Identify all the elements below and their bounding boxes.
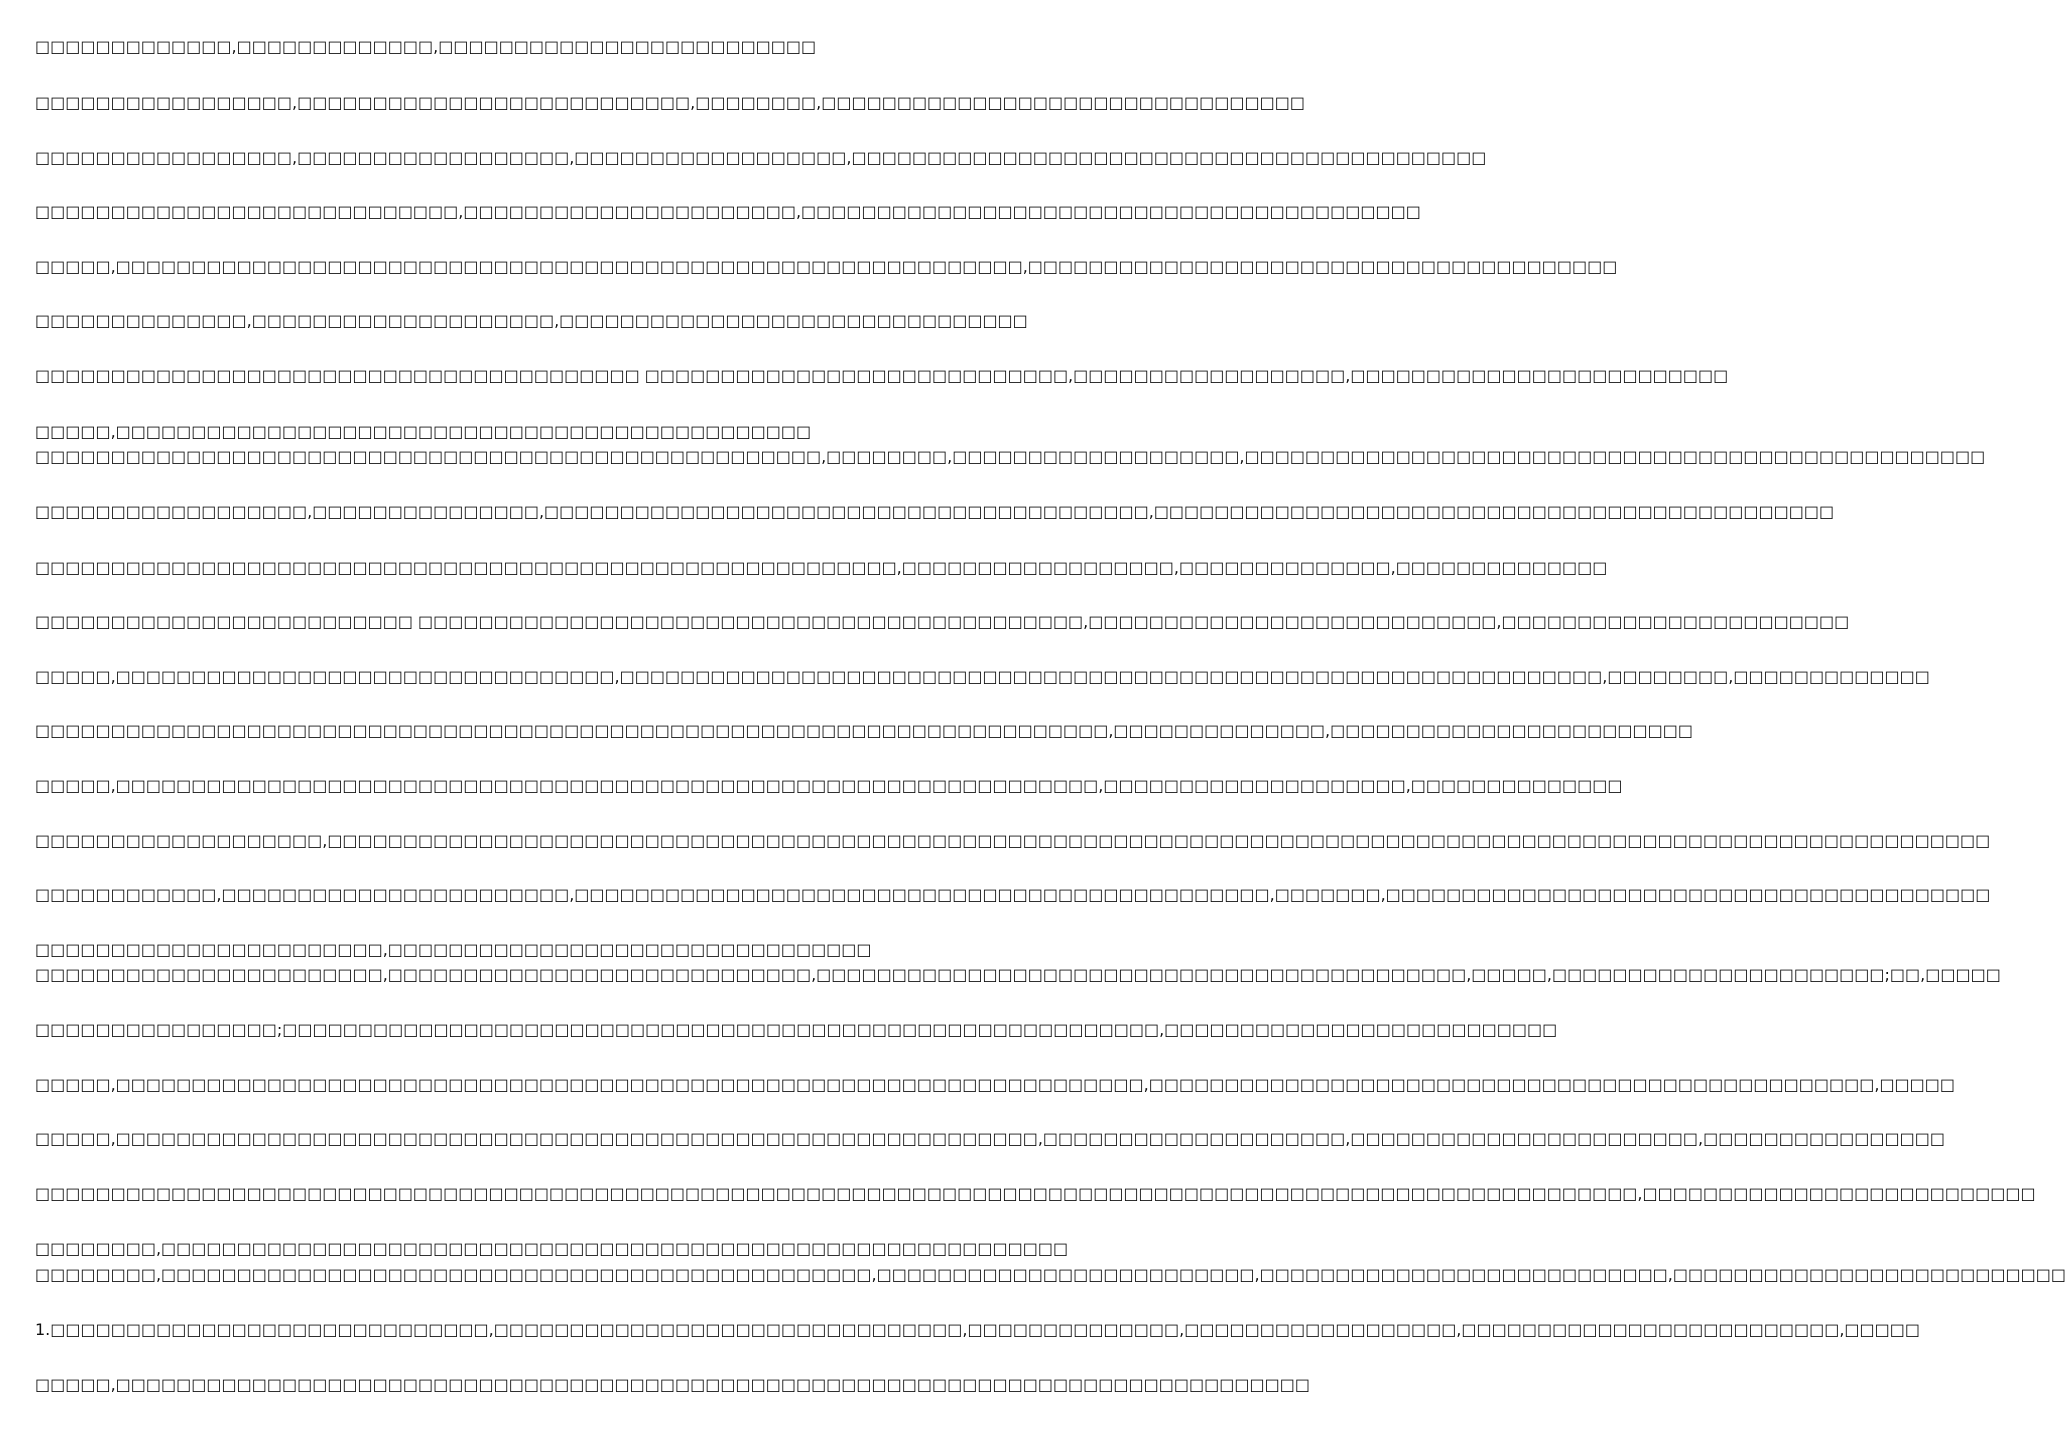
text-line: □□□□□□□□□□□□□□□□□□□□□□□,□□□□□□□□□□□□□□□□□□□□□□□□□□□□,□□□□□□□□□□□□□□□□□□□□□□□□□□□□□□□□□□□□□□□□□□□,□□□□□,□□□□□□□□□□□□□□□□□□□□□□;□□,□□□□□ — [35, 965, 2001, 984]
text-line: □□□□□,□□□□□□□□□□□□□□□□□□□□□□□□□□□□□□□□□,□□□□□□□□□□□□□□□□□□□□□□□□□□□□□□□□□□□□□□□□□□□□□□□□□□□□□□□□□□□□□□□□□,□□□□□□□□,□□□□□□□□□□□□□ — [35, 667, 1930, 686]
text-line: □□□□□□□□,□□□□□□□□□□□□□□□□□□□□□□□□□□□□□□□□□□□□□□□□□□□□□□□□□□□□□□□□□□□□ — [35, 1239, 1069, 1258]
text-line: □□□□□□□□□□□□□□□□□□□□□□□,□□□□□□□□□□□□□□□□□□□□□□□□□□□□□□□□ — [35, 940, 872, 959]
text-line: □□□□□,□□□□□□□□□□□□□□□□□□□□□□□□□□□□□□□□□□□□□□□□□□□□□□□□□□□□□□□□□□□□□□□□□□□□□□□□□□□□□□□ — [35, 1375, 1310, 1394]
text-line: □□□□□,□□□□□□□□□□□□□□□□□□□□□□□□□□□□□□□□□□□□□□□□□□□□□□□□□□□□□□□□□□□□,□□□□□□□□□□□□□□□□□□□□□□□□□□□□□□□□□□□□□□□ — [35, 257, 1618, 276]
document-page — [35, 0, 2066, 1449]
text-line: □□□□□,□□□□□□□□□□□□□□□□□□□□□□□□□□□□□□□□□□□□□□□□□□□□□□ — [35, 422, 812, 441]
text-line: □□□□□□□□□□□□□□□□□□□□□□□□□□□□□□□□□□□□□□□□□□□□□□□□□□□□□□□□□□□□□□□□□□□□□□□□□□□□□□□□□□□□□□□□□□□□□□□□□□□□□□□□□□,□□□□□□□□□□□□□□□□□□□□□□□□□□ — [35, 1184, 2036, 1203]
text-line: □□□□□□□□□□□□□□□□□□□□□□□□□□□□□□□□□□□□□□□□□□□□□□□□□□□□□□□□□□□□□□□□□□□□□□□,□□□□□□□□□□□□□□,□□□□□□□□□□□□□□□□□□□□□□□□ — [35, 721, 1693, 740]
text-line: □□□□□□□□□□□□□□□□□□□□□□□□□□□□□□□□□□□□□□□□□□□□□□□□□□□□□□□□□,□□□□□□□□□□□□□□□□□□,□□□□□□□□□□□□□□,□□□□□□□□□□□□□□ — [35, 558, 1608, 577]
text-line: □□□□□□□□□□□□□□□□□□,□□□□□□□□□□□□□□□,□□□□□□□□□□□□□□□□□□□□□□□□□□□□□□□□□□□□□□□□,□□□□□□□□□□□□□□□□□□□□□□□□□□□□□□□□□□□□□□□□□□□□□ — [35, 502, 1835, 521]
text-line: □□□□□□□□,□□□□□□□□□□□□□□□□□□□□□□□□□□□□□□□□□□□□□□□□□□□□□□□,□□□□□□□□□□□□□□□□□□□□□□□□□,□□□□□□□□□□□□□□□□□□□□□□□□□□□,□□□□□□□□□□□□□□□□□□□□□□□□□□ — [35, 1265, 2066, 1284]
text-line: □□□□□,□□□□□□□□□□□□□□□□□□□□□□□□□□□□□□□□□□□□□□□□□□□□□□□□□□□□□□□□□□□□□□□□□,□□□□□□□□□□□□□□□□□□□□,□□□□□□□□□□□□□□ — [35, 776, 1623, 795]
text-line: 1.□□□□□□□□□□□□□□□□□□□□□□□□□□□□□,□□□□□□□□□□□□□□□□□□□□□□□□□□□□□□□,□□□□□□□□□□□□□□,□□□□□□□□□□□□□□□□□□,□□□□□□□□□□□□□□□□□□□□□□□□□,□□□□□ — [35, 1320, 1920, 1339]
text-line: □□□□□□□□□□□□□□□□□,□□□□□□□□□□□□□□□□□□,□□□□□□□□□□□□□□□□□□,□□□□□□□□□□□□□□□□□□□□□□□□□□□□□□□□□□□□□□□□□□ — [35, 148, 1487, 167]
text-line: □□□□□□□□□□□□,□□□□□□□□□□□□□□□□□□□□□□□,□□□□□□□□□□□□□□□□□□□□□□□□□□□□□□□□□□□□□□□□□□□□□□,□□□□□□□,□□□□□□□□□□□□□□□□□□□□□□□□□□□□□□□□□□□□□□□□ — [35, 885, 1991, 904]
text-line: □□□□□□□□□□□□□□□□□□□□□□□□□□□□,□□□□□□□□□□□□□□□□□□□□□□,□□□□□□□□□□□□□□□□□□□□□□□□□□□□□□□□□□□□□□□□□ — [35, 202, 1421, 221]
text-line: □□□□□□□□□□□□□,□□□□□□□□□□□□□,□□□□□□□□□□□□□□□□□□□□□□□□□ — [35, 37, 817, 56]
text-line: □□□□□,□□□□□□□□□□□□□□□□□□□□□□□□□□□□□□□□□□□□□□□□□□□□□□□□□□□□□□□□□□□□□,□□□□□□□□□□□□□□□□□□□□,□□□□□□□□□□□□□□□□□□□□□□□,□□□□□□□□□□□□□□□□ — [35, 1129, 1945, 1148]
text-line: □□□□□□□□□□□□□□□□□,□□□□□□□□□□□□□□□□□□□□□□□□□□,□□□□□□□□,□□□□□□□□□□□□□□□□□□□□□□□□□□□□□□□□ — [35, 93, 1305, 112]
text-line: □□□□□□□□□□□□□□□□□□□,□□□□□□□□□□□□□□□□□□□□□□□□□□□□□□□□□□□□□□□□□□□□□□□□□□□□□□□□□□□□□□□□□□□□□□□□□□□□□□□□□□□□□□□□□□□□□□□□□□□□□□□□□□□□□□ — [35, 831, 1991, 850]
text-line: □□□□□□□□□□□□□□□□□□□□□□□□□□□□□□□□□□□□□□□□ □□□□□□□□□□□□□□□□□□□□□□□□□□□□,□□□□□□□□□□□□□□□□□□,□□□□□□□□□□□□□□□□□□□□□□□□□ — [35, 366, 1729, 385]
text-line: □□□□□□□□□□□□□□□□□□□□□□□□□□□□□□□□□□□□□□□□□□□□□□□□□□□□,□□□□□□□□,□□□□□□□□□□□□□□□□□□□,□□□□□□□□□□□□□□□□□□□□□□□□□□□□□□□□□□□□□□□□□□□□□□□□□ — [35, 447, 1986, 466]
text-line: □□□□□,□□□□□□□□□□□□□□□□□□□□□□□□□□□□□□□□□□□□□□□□□□□□□□□□□□□□□□□□□□□□□□□□□□□□,□□□□□□□□□□□□□□□□□□□□□□□□□□□□□□□□□□□□□□□□□□□□□□□□,□□□□□ — [35, 1075, 1956, 1094]
text-line: □□□□□□□□□□□□□□□□;□□□□□□□□□□□□□□□□□□□□□□□□□□□□□□□□□□□□□□□□□□□□□□□□□□□□□□□□□□,□□□□□□□□□□□□□□□□□□□□□□□□□□ — [35, 1020, 1558, 1039]
text-line: □□□□□□□□□□□□□□,□□□□□□□□□□□□□□□□□□□□,□□□□□□□□□□□□□□□□□□□□□□□□□□□□□□□ — [35, 311, 1028, 330]
text-line: □□□□□□□□□□□□□□□□□□□□□□□□□ □□□□□□□□□□□□□□□□□□□□□□□□□□□□□□□□□□□□□□□□□□□□,□□□□□□□□□□□□□□□□□□□□□□□□□□□,□□□□□□□□□□□□□□□□□□□□□□□ — [35, 612, 1850, 631]
